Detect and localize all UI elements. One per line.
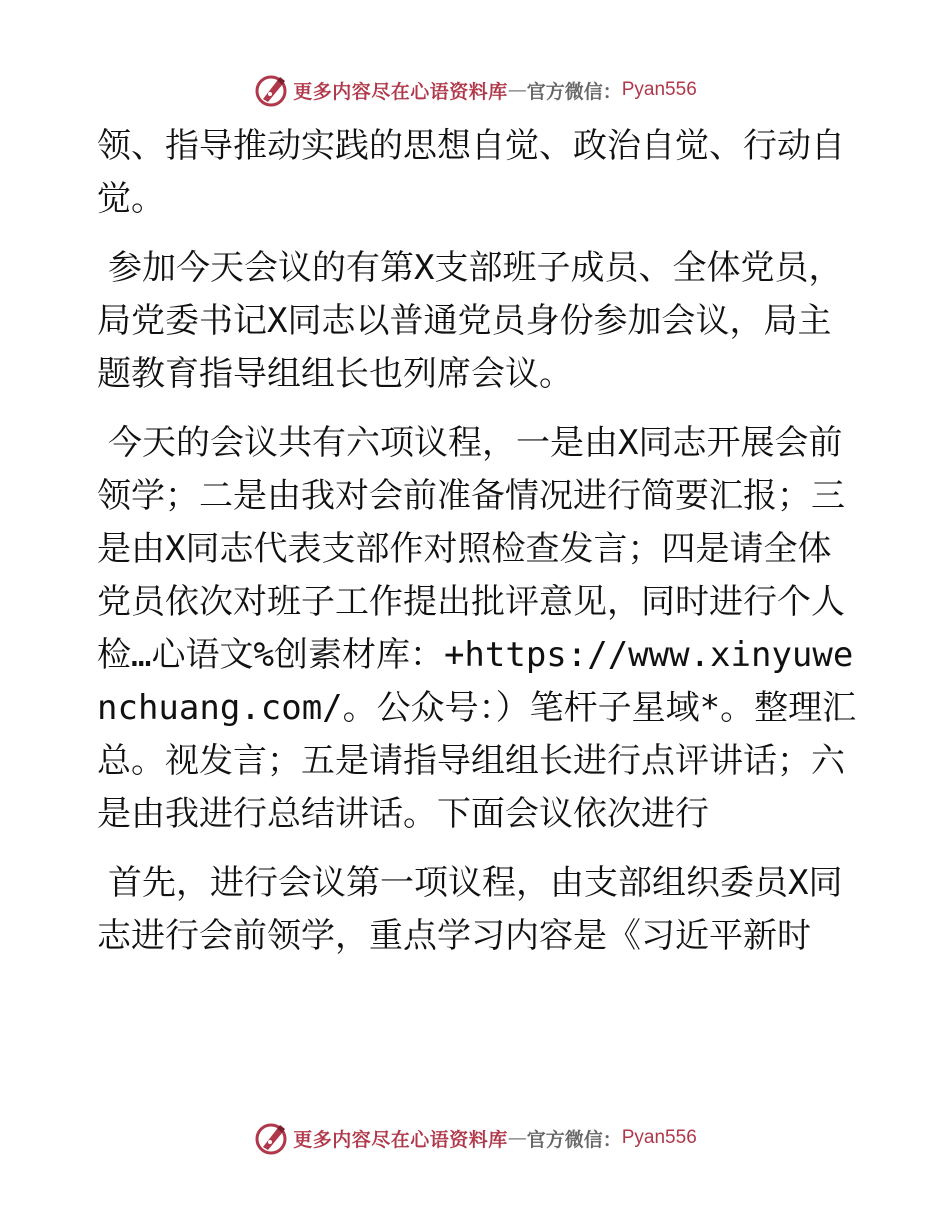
watermark-brand: 更多内容尽在心语资料库 <box>293 80 508 103</box>
footer-watermark <box>0 1118 950 1158</box>
paragraph-1: 领、指导推动实践的思想自觉、政治自觉、行动自觉。 <box>97 126 845 219</box>
watermark-contact-label: 官方微信： <box>526 1128 622 1151</box>
watermark-contact-id: Pyan556 <box>621 1127 697 1148</box>
paragraph-2: 参加今天会议的有第X支部班子成员、全体党员，局党委书记X同志以普通党员身份参加会议，局主题教育指导组组长也列席会议。 <box>97 248 843 394</box>
paragraph-3: 今天的会议共有六项议程，一是由X同志开展会前领学；二是由我对会前准备情况进行简要汇报；三是由X同志代表支部作对照检查发言；四是请全体党员依次对班子工作提出批评意见，同时进行个人检…心语文%创素材库：+https://www.xinyuwenchuang.com/。公众号：）笔杆子星域*。整理汇总。视发言；五是请指导组组长进行点评讲话；六是由我进行总结讲话。下面会议依次进行 <box>97 423 857 834</box>
watermark-separator: — <box>507 1127 527 1149</box>
watermark-separator: — <box>507 79 527 101</box>
watermark-brand: 更多内容尽在心语资料库 <box>293 1128 508 1151</box>
pen-nib-logo-icon <box>253 72 289 108</box>
watermark-contact-id: Pyan556 <box>621 79 697 100</box>
document-body <box>97 120 857 963</box>
paragraph-4: 首先，进行会议第一项议程，由支部组织委员X同志进行会前领学，重点学习内容是《习近平新时 <box>97 863 843 956</box>
header-watermark <box>0 70 950 110</box>
pen-nib-logo-icon <box>253 1120 289 1156</box>
watermark-contact-label: 官方微信： <box>526 80 622 103</box>
